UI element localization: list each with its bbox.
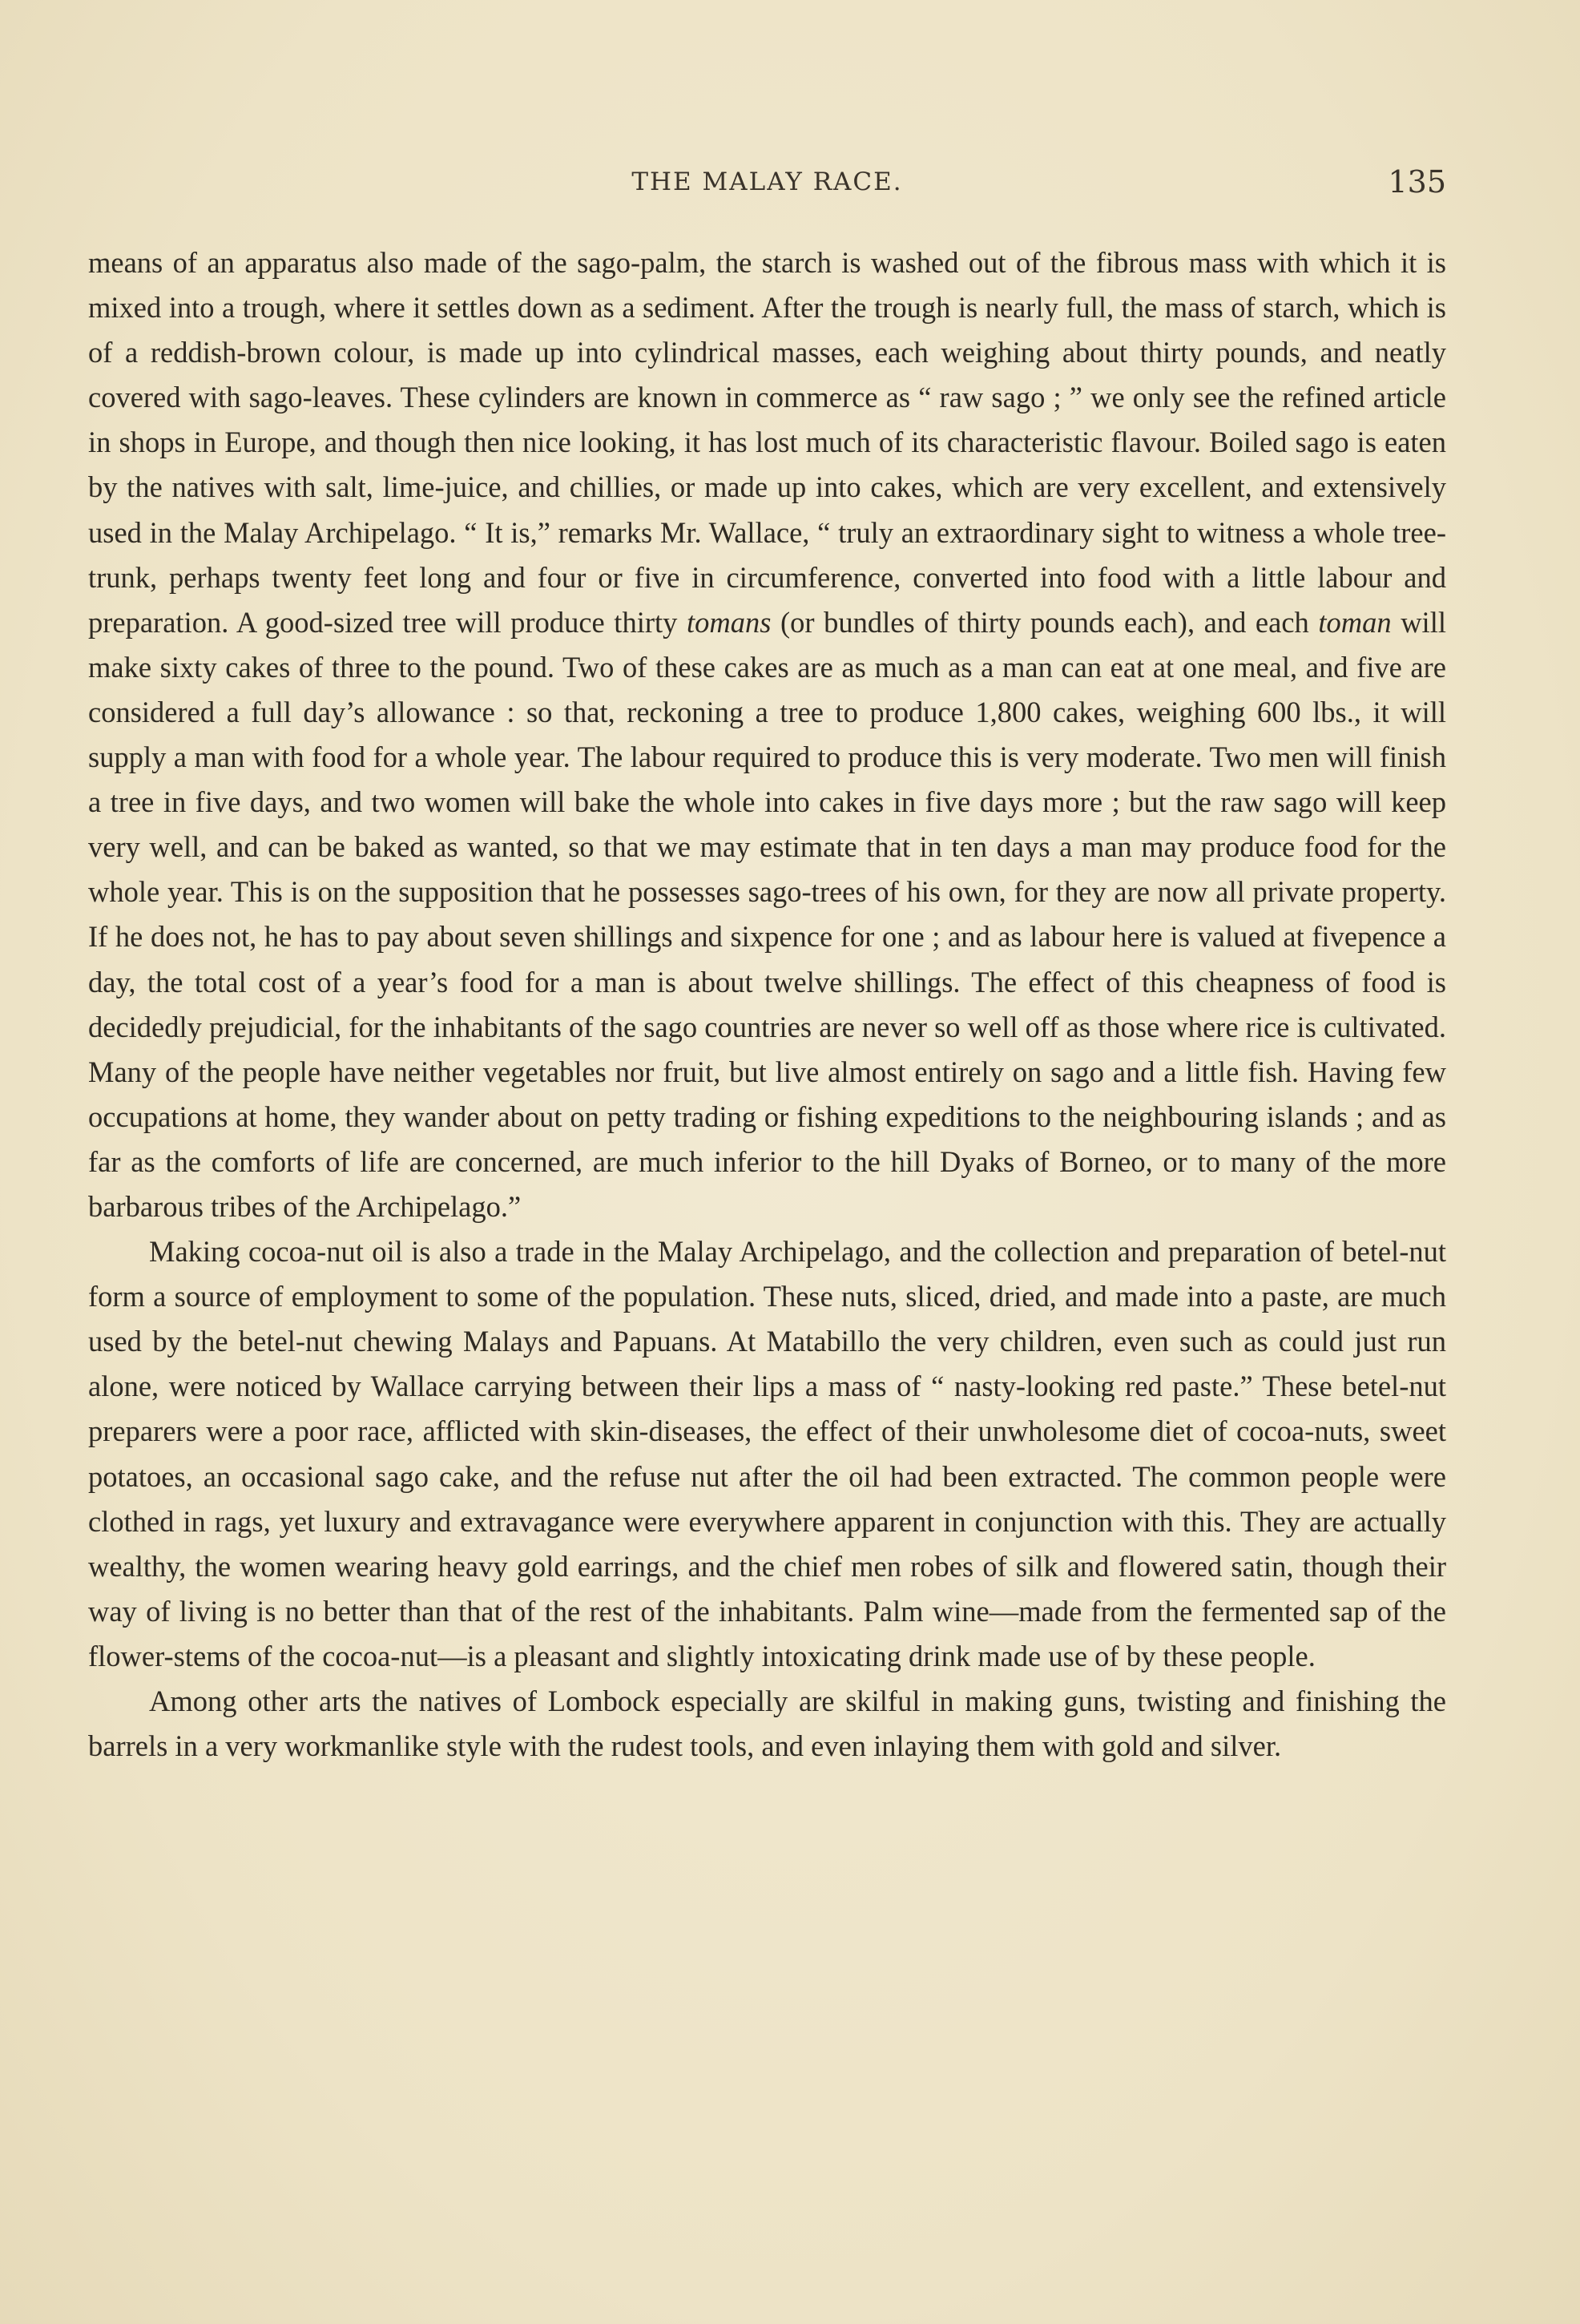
paragraph-text: (or bundles of thirty pounds each), and each [771,605,1319,639]
paragraph-sago [88,240,1446,1229]
paragraph-text: means of an apparatus also made of the sago-palm, the starch is washed out of the fibrous mass with which it is mixed into a trough, where it settles down as a sediment. After the trough is nearly full, the mass of starch, which is of a reddish-brown colour, is made up into cylindrical masses, each weighing about thirty pounds, and neatly covered with sago-leaves. These cylinders are known in commerce as “ raw sago ; ” we only see the refined article in shops in Europe, and though then nice looking, it has lost much of its characteristic flavour. Boiled sago is eaten by the natives with salt, lime-juice, and chillies, or made up into cakes, which are very excellent, and extensively used in the Malay Archipelago. “ It is,” remarks Mr. Wallace, “ truly an extraordinary sight to witness a whole tree-trunk, perhaps twenty feet long and four or five in circumference, converted into food with a little labour and preparation. A good-sized tree will produce thirty [88,246,1446,639]
italic-term-toman: toman [1318,605,1392,639]
running-title: THE MALAY RACE. [631,167,903,196]
paragraph-cocoa-nut: Making cocoa-nut oil is also a trade in the Malay Archipelago, and the collection and preparation of betel-nut form a source of employment to some of the population. These nuts, sliced, dried, and made into a paste, are much used by the betel-nut chewing Malays and Papuans. At Matabillo the very children, even such as could just run alone, were noticed by Wallace carrying between their lips a mass of “ nasty-looking red paste.” These betel-nut preparers were a poor race, afflicted with skin-diseases, the effect of their unwholesome diet of cocoa-nuts, sweet potatoes, an occasional sago cake, and the refuse nut after the oil had been extracted. The common people were clothed in rags, yet luxury and extravagance were everywhere apparent in conjunction with this. They are actually wealthy, the women wearing heavy gold earrings, and the chief men robes of silk and flowered satin, though their way of living is no better than that of the rest of the inhabitants. Palm wine—made from the fermented sap of the flower-stems of the cocoa-nut—is a pleasant and slightly intoxicating drink made use of by these people. [88,1235,1446,1672]
paragraph-text: will make sixty cakes of three to the pound. Two of these cakes are as much as a man can eat at one meal, and five are considered a full day’s allowance : so that, reckoning a tree to produce 1,800 cakes, weighing 600 lbs., it will supply a man with food for a whole year. The labour required to produce this is very moderate. Two men will finish a tree in five days, and two women will bake the whole into cakes in five days more ; but the raw sago will keep very well, and can be baked as wanted, so that we may estimate that in ten days a man may produce food for the whole year. This is on the supposition that he possesses sago-trees of his own, for they are now all private property. If he does not, he has to pay about seven shillings and sixpence for one ; and as labour here is valued at fivepence a day, the total cost of a year’s food for a man is about twelve shillings. The effect of this cheapness of food is decidedly prejudicial, for the inhabitants of the sago countries are never so well off as those where rice is cultivated. Many of the people have neither vegetables nor fruit, but live almost entirely on sago and a little fish. Having few occupations at home, they wander about on petty trading or fishing expeditions to the neighbouring islands ; and as far as the comforts of life are concerned, are much inferior to the hill Dyaks of Borneo, or to many of the more barbarous tribes of the Archipelago.” [88,605,1446,1223]
page-number: 135 [1388,164,1446,200]
italic-term-tomans: tomans [686,605,772,639]
paragraph-lombock: Among other arts the natives of Lombock especially are skilful in making guns, twisting and finishing the barrels in a very workmanlike style with the rudest tools, and even inlaying them with gold and silver. [88,1684,1446,1763]
page-body [88,240,1446,1769]
page-header [88,164,1446,204]
